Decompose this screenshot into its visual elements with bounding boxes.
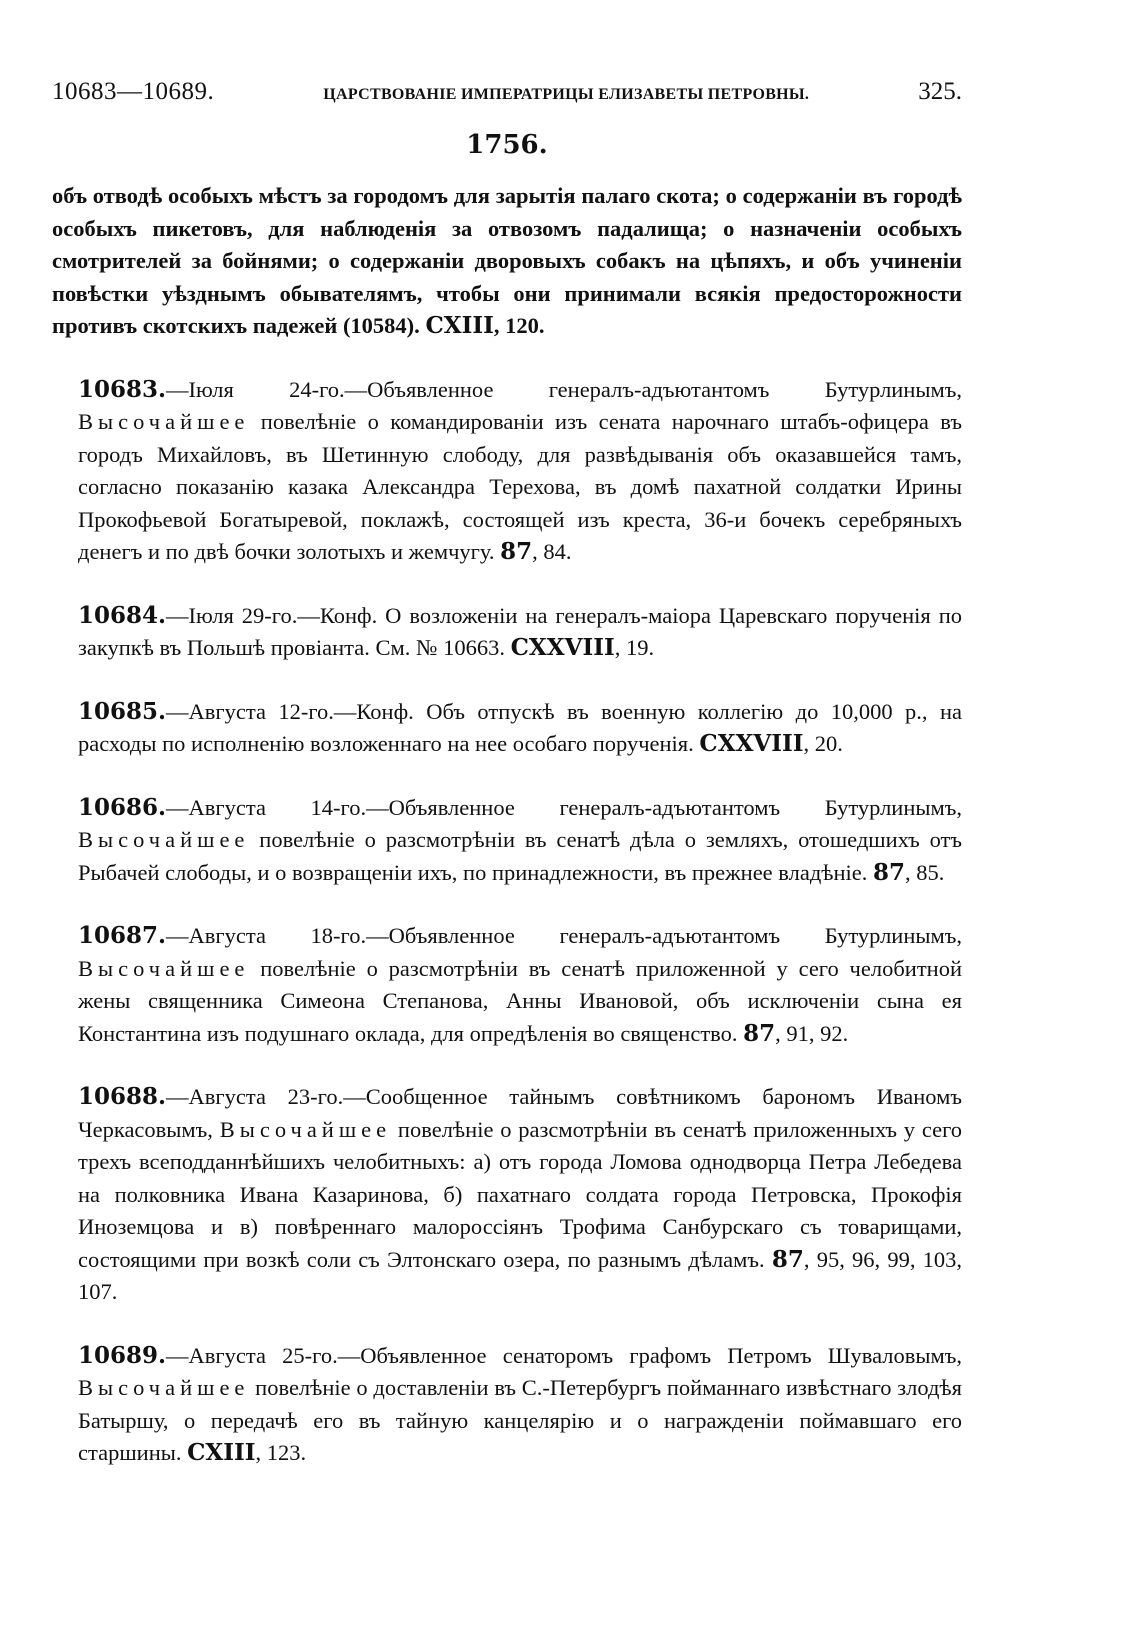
year-heading: 1756. bbox=[466, 130, 548, 160]
volume-ref: CXIII bbox=[425, 312, 494, 339]
entry-body: повелѣніе о командированіи изъ сената нарочнаго штабъ-офицера въ городъ Михайловъ, въ Шетинную слободу, для развѣдыванія объ оказавшейся тамъ, согласно показанію казака Александра Терехова, въ домѣ пахатной солдатки Ирины Прокофьевой Богатыревой, поклажѣ, состоящей изъ креста, 36-и бочекъ серебряныхъ денегъ и по двѣ бочки золотыхъ и жемчугу. bbox=[78, 409, 962, 564]
entry-date-text: —Августа 14-го.—Объявленное генералъ-адъютантомъ Бутурлинымъ, bbox=[166, 794, 962, 820]
continued-text: объ отводѣ особыхъ мѣстъ за городомъ для зарытія палаго скота; о содержаніи въ городѣ особыхъ пикетовъ, для наблюденія за отвозомъ падалища; о назначеніи особыхъ смотрителей за бойнями; о содержаніи дворовыхъ собакъ на цѣпяхъ, и объ учиненіи повѣстки уѣзднымъ обывателямъ, чтобы они принимали всякія предосторожности противъ скотскихъ падежей (10584). bbox=[52, 183, 962, 338]
entry-number: 10689. bbox=[78, 1341, 167, 1369]
entry-date-text: —Августа 12-го.—Конф. Объ отпускѣ въ военную коллегію до 10,000 р., на расходы по исполненію возложеннаго на нее особаго порученія. bbox=[78, 698, 962, 756]
entry-body: повелѣніе о доставленіи въ С.-Петербургъ пойманнаго извѣстнаго злодѣя Батыршу, о передачѣ его въ тайную канцелярію и о награжденіи поймавшаго его старшины. bbox=[78, 1375, 962, 1465]
continued-entry bbox=[52, 180, 962, 343]
entry-10689 bbox=[52, 1340, 962, 1470]
emphasis-word: Высочайшее bbox=[78, 955, 250, 981]
entry-10688 bbox=[52, 1081, 962, 1309]
entry-10686 bbox=[52, 792, 962, 890]
page-ref: , 85. bbox=[905, 859, 945, 885]
document-page bbox=[52, 78, 962, 1470]
entry-date-text: —Августа 25-го.—Объявленное сенаторомъ графомъ Петромъ Шуваловымъ, bbox=[166, 1342, 962, 1368]
entry-10684 bbox=[52, 600, 962, 665]
volume-ref: 87 bbox=[873, 858, 906, 886]
page-ref: , 123. bbox=[255, 1440, 307, 1465]
entry-number: 10686. bbox=[78, 793, 167, 821]
page-ref: , 20. bbox=[803, 731, 843, 756]
entry-10685 bbox=[52, 696, 962, 761]
entry-body: повелѣніе о разсмотрѣніи въ сенатѣ приложенныхъ у сего трехъ всеподданнѣйшихъ челобитныхъ: а) отъ города Ломова однодворца Петра Лебедева на полковника Ивана Казаринова, б) пахатнаго солдата города Петровска, Прокофія Иноземцова и в) повѣреннаго малороссіянъ Трофима Санбурскаго съ товарищами, состоящими при возкѣ соли съ Элтонскаго озера, по разнымъ дѣламъ. bbox=[78, 1116, 962, 1272]
entry-date-text: —Августа 18-го.—Объявленное генералъ-адъютантомъ Бутурлинымъ, bbox=[166, 923, 962, 948]
entry-number: 10687. bbox=[78, 922, 167, 949]
entry-number: 10683. bbox=[78, 375, 167, 403]
page-ref: , 91, 92. bbox=[775, 1020, 849, 1046]
emphasis-word: Высочайшее bbox=[219, 1116, 392, 1142]
volume-ref: 87 bbox=[771, 1245, 804, 1273]
page-ref: , 84. bbox=[532, 539, 572, 564]
emphasis-word: Высочайшее bbox=[78, 827, 250, 852]
volume-ref: CXXVIII bbox=[510, 634, 615, 661]
volume-ref: CXIII bbox=[187, 1439, 256, 1466]
running-head bbox=[52, 78, 962, 114]
running-title: ЦАРСТВОВАНІЕ ИМПЕРАТРИЦЫ ЕЛИЗАВЕТЫ ПЕТРОВНЫ. bbox=[323, 86, 810, 103]
page-ref: , 120. bbox=[493, 313, 545, 338]
entry-body: повелѣніе о разсмотрѣніи въ сенатѣ приложенной у сего челобитной жены священника Симеона Степанова, Анны Ивановой, объ исключеніи сына ея Константина изъ подушнаго оклада, для опредѣленія во священство. bbox=[78, 955, 962, 1046]
emphasis-word: Высочайшее bbox=[78, 1375, 250, 1400]
entry-10687 bbox=[52, 920, 962, 1050]
entry-number: 10688. bbox=[78, 1083, 167, 1110]
entry-number: 10685. bbox=[78, 697, 167, 725]
entry-10683 bbox=[52, 374, 962, 569]
entry-number: 10684. bbox=[78, 601, 167, 629]
page-number: 325. bbox=[918, 78, 962, 105]
page-ref: , 95, 96, 99, 103, 107. bbox=[78, 1246, 963, 1304]
entry-date-text: —Іюля 24-го.—Объявленное генералъ-адъютантомъ Бутурлинымъ, bbox=[166, 376, 962, 402]
entry-body: повелѣніе о разсмотрѣніи въ сенатѣ дѣла о земляхъ, отошедшихъ отъ Рыбачей слободы, и о возвращеніи ихъ, по принадлежности, въ прежнее владѣніе. bbox=[78, 827, 962, 885]
volume-ref: 87 bbox=[743, 1019, 776, 1047]
volume-ref: 87 bbox=[500, 538, 533, 565]
page-ref: , 19. bbox=[614, 635, 655, 660]
entry-range: 10683—10689. bbox=[52, 78, 215, 105]
emphasis-word: Высочайшее bbox=[78, 409, 250, 434]
entry-date-text: —Августа 23-го.—Сообщенное тайнымъ совѣтникомъ барономъ Иваномъ Черкасовымъ, bbox=[78, 1084, 962, 1142]
entry-date-text: —Іюля 29-го.—Конф. О возложеніи на генералъ-маіора Царевскаго порученія по закупкѣ въ Польшѣ провіанта. См. № 10663. bbox=[78, 602, 962, 660]
volume-ref: CXXVIII bbox=[699, 730, 804, 757]
